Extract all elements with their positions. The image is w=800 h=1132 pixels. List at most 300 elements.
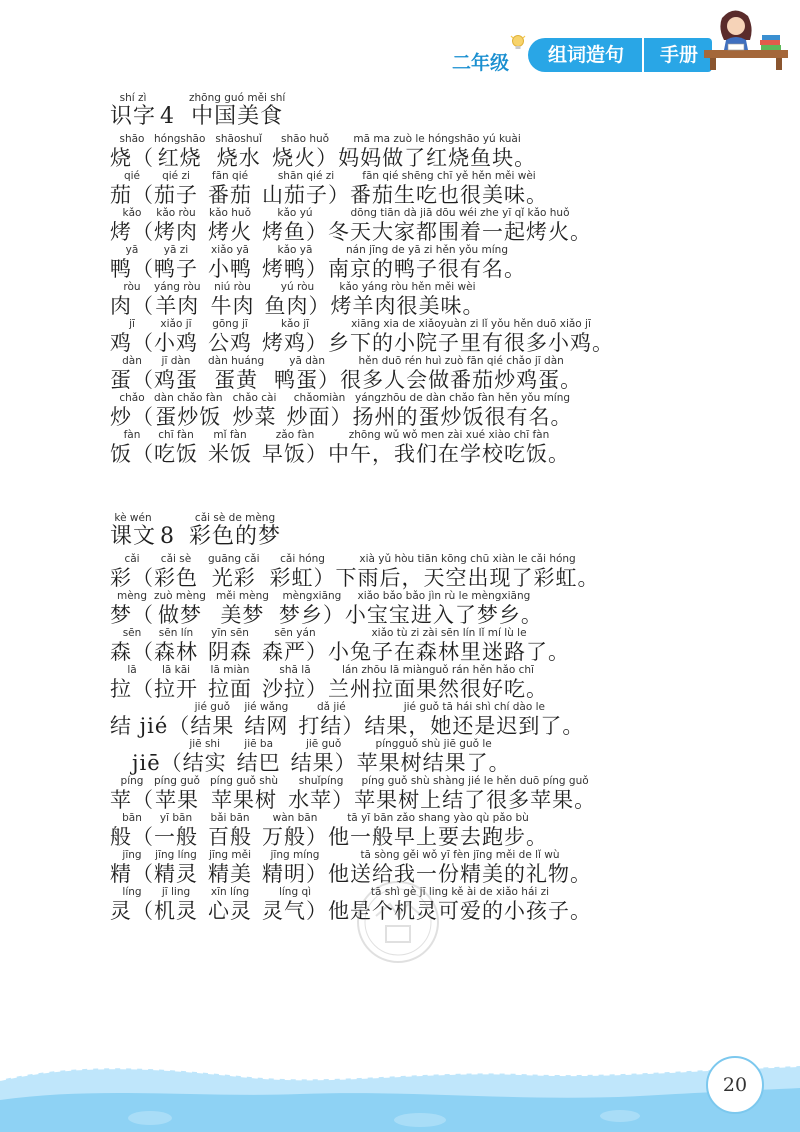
pinyin: tā shì gè jī ling kě ài de xiǎo hái zi — [370, 886, 550, 898]
head-char — [110, 355, 154, 392]
compound-word — [154, 281, 200, 318]
hanzi: 早饭） — [262, 442, 328, 466]
hanzi: 结网 — [244, 714, 289, 738]
hanzi: 烧火） — [272, 146, 339, 170]
hanzi: 南京的鸭子很有名。 — [328, 257, 526, 281]
book-type: 手册 — [660, 44, 699, 66]
pinyin: xiǎo jī — [160, 318, 192, 330]
word-row — [110, 392, 770, 429]
hanzi: 蛋（ — [110, 368, 154, 392]
compound-word — [208, 318, 252, 355]
footer-waves — [0, 1040, 800, 1132]
head-char — [110, 849, 154, 886]
example-sentence — [328, 318, 614, 355]
pinyin: ròu — [123, 281, 141, 293]
head-char — [110, 664, 154, 701]
example-sentence — [340, 355, 582, 392]
hanzi: 拉（ — [110, 677, 154, 701]
hanzi: 中午，我们在学校吃饭。 — [328, 442, 570, 466]
example-sentence — [357, 738, 511, 775]
hanzi: 苹果树结果了。 — [356, 751, 511, 775]
hanzi: 鸡蛋 — [154, 368, 198, 392]
hanzi: 结实 — [182, 751, 227, 775]
example-sentence — [328, 627, 570, 664]
pinyin: yā dàn — [289, 355, 326, 367]
compound-word — [262, 318, 328, 355]
compound-word — [262, 429, 328, 466]
compound-word — [262, 849, 328, 886]
hanzi: 鸭蛋） — [274, 368, 341, 392]
compound-word — [233, 392, 277, 429]
pinyin: kǎo jī — [280, 318, 310, 330]
pinyin: cǎi sè de mèng — [194, 512, 276, 524]
pinyin: yā zi — [163, 244, 189, 256]
hanzi: 红烧 — [157, 146, 202, 170]
pinyin: yú ròu — [280, 281, 315, 293]
head-char — [110, 812, 154, 849]
lesson-number: 4 — [160, 104, 176, 129]
pinyin: jīng líng — [155, 849, 197, 861]
lesson-number: 8 — [160, 524, 176, 549]
pinyin: hóngshāo — [154, 133, 206, 145]
pinyin: píng guǒ — [154, 775, 200, 787]
example-sentence — [345, 590, 543, 627]
pinyin: fān qié — [211, 170, 249, 182]
compound-word — [272, 133, 338, 170]
pinyin: yīn sēn — [211, 627, 249, 639]
pinyin: xià yǔ hòu tiān kōng chū xiàn le cǎi hóng — [359, 553, 576, 565]
page-header — [0, 0, 800, 80]
compound-word — [154, 664, 198, 701]
compound-word — [298, 701, 364, 738]
hanzi: 精（ — [110, 862, 154, 886]
compound-word — [288, 775, 354, 812]
pinyin: fàn — [123, 429, 141, 441]
compound-word — [154, 207, 198, 244]
hanzi: 烤肉 — [154, 220, 198, 244]
grade-label: 二年级 — [452, 52, 510, 74]
compound-word — [244, 701, 288, 738]
compound-word — [154, 133, 205, 170]
hanzi: 精明） — [262, 862, 328, 886]
pinyin: chǎo — [119, 392, 145, 404]
pinyin: cǎi sè — [160, 553, 192, 565]
hanzi: 番茄生吃也很美味。 — [350, 183, 548, 207]
compound-word — [208, 553, 260, 590]
title-segment — [189, 512, 281, 549]
hanzi: 心灵 — [208, 899, 252, 923]
compound-word — [154, 244, 198, 281]
example-sentence — [336, 553, 600, 590]
hanzi: 灵气） — [262, 899, 328, 923]
hanzi: 吃饭 — [154, 442, 198, 466]
hanzi: 识字 — [110, 104, 157, 129]
hanzi: 彩色 — [154, 566, 198, 590]
pinyin: xīn líng — [210, 886, 250, 898]
hanzi: 阴森 — [208, 640, 252, 664]
pinyin: niú ròu — [214, 281, 251, 293]
pinyin: měi mèng — [215, 590, 269, 602]
compound-word — [262, 627, 328, 664]
pinyin: fān qié shēng chī yě hěn měi wèi — [362, 170, 536, 182]
pinyin: chī fàn — [158, 429, 194, 441]
compound-word — [154, 355, 198, 392]
compound-word — [208, 664, 252, 701]
compound-word — [154, 812, 198, 849]
word-row — [110, 701, 770, 738]
example-sentence — [328, 664, 548, 701]
girl-reading-icon — [700, 6, 792, 72]
pinyin: jīng — [122, 849, 142, 861]
lesson-section — [110, 92, 770, 466]
hanzi: 万般） — [262, 825, 328, 849]
header-banner — [528, 38, 712, 72]
pinyin: jiē ba — [244, 738, 274, 750]
word-row — [110, 318, 770, 355]
pinyin: mǐ fàn — [213, 429, 247, 441]
compound-word — [208, 355, 264, 392]
pinyin: guāng cǎi — [208, 553, 260, 565]
hanzi: 小鸭 — [208, 257, 252, 281]
compound-word — [154, 170, 198, 207]
pinyin: zǎo fàn — [275, 429, 315, 441]
pinyin: yā — [125, 244, 139, 256]
hanzi: 烧水 — [216, 146, 261, 170]
compound-word — [210, 281, 254, 318]
compound-word — [210, 775, 278, 812]
word-row — [110, 664, 770, 701]
head-char — [110, 429, 154, 466]
hanzi: 山茄子） — [262, 183, 350, 207]
pinyin: wàn bān — [272, 812, 318, 824]
head-char — [110, 627, 154, 664]
pinyin: píngguǒ shù jiē guǒ le — [375, 738, 492, 750]
title-segment — [160, 92, 175, 129]
hanzi: 梦（ — [110, 603, 154, 627]
hanzi: 森严） — [262, 640, 328, 664]
compound-word — [208, 886, 252, 923]
pinyin: mèng — [116, 590, 147, 602]
example-sentence — [328, 849, 592, 886]
pinyin: dàn huáng — [208, 355, 265, 367]
pinyin: líng qì — [278, 886, 312, 898]
hanzi: 鸭（ — [110, 257, 154, 281]
hanzi: 森（ — [110, 640, 154, 664]
hanzi: 炒面） — [286, 405, 353, 429]
pinyin: qié zi — [162, 170, 190, 182]
pinyin: xiǎo bǎo bǎo jìn rù le mèngxiāng — [357, 590, 531, 602]
compound-word — [262, 244, 328, 281]
pinyin: jié guǒ — [194, 701, 231, 713]
compound-word — [154, 318, 198, 355]
hanzi: 拉开 — [154, 677, 198, 701]
pinyin: yángzhōu de dàn chǎo fàn hěn yǒu míng — [354, 392, 571, 404]
pinyin: shā lā — [279, 664, 311, 676]
hanzi: 很多人会做番茄炒鸡蛋。 — [340, 368, 583, 392]
compound-word — [262, 207, 328, 244]
hanzi: 水苹） — [288, 788, 355, 812]
lesson-title — [110, 92, 770, 129]
pinyin: dàn chǎo fàn — [154, 392, 223, 404]
word-row — [110, 738, 770, 775]
head-char — [110, 133, 154, 170]
title-segment — [160, 512, 175, 549]
pinyin: líng — [122, 886, 142, 898]
hanzi: 彩色的梦 — [189, 524, 282, 549]
hanzi: 蛋黄 — [214, 368, 259, 392]
hanzi: 精美 — [208, 862, 252, 886]
pinyin: tā sòng gěi wǒ yī fèn jīng měi de lǐ wù — [360, 849, 560, 861]
example-sentence — [364, 701, 584, 738]
hanzi: 苹果树 — [211, 788, 278, 812]
pinyin — [132, 738, 183, 751]
compound-word — [262, 170, 350, 207]
hanzi: 冬天大家都围着一起烤火。 — [328, 220, 592, 244]
compound-word — [154, 553, 198, 590]
compound-word — [208, 244, 252, 281]
page-number: 20 — [706, 1056, 764, 1114]
hanzi: 精灵 — [154, 862, 198, 886]
pinyin: lā — [127, 664, 137, 676]
compound-word — [274, 355, 340, 392]
head-char — [110, 281, 154, 318]
hanzi: 烤羊肉很美味。 — [330, 294, 485, 318]
hanzi: 拉面 — [208, 677, 252, 701]
compound-word — [262, 886, 328, 923]
hanzi: 机灵 — [154, 899, 198, 923]
word-row — [110, 775, 770, 812]
compound-word — [208, 849, 252, 886]
compound-word — [264, 281, 330, 318]
compound-word — [262, 812, 328, 849]
pinyin: jiē guǒ — [305, 738, 342, 750]
word-row — [110, 207, 770, 244]
pinyin: tā yī bān zǎo shang yào qù pǎo bù — [347, 812, 529, 824]
example-sentence — [338, 133, 536, 170]
hanzi: 烤鸭） — [262, 257, 328, 281]
hanzi: 一般 — [154, 825, 198, 849]
pinyin: shāo huǒ — [281, 133, 330, 145]
pinyin: zhōng wǔ wǒ men zài xué xiào chī fàn — [348, 429, 550, 441]
hanzi: 牛肉 — [210, 294, 255, 318]
pinyin: zhōng guó měi shí — [189, 92, 286, 104]
head-char — [110, 553, 154, 590]
hanzi: 小宝宝进入了梦乡。 — [344, 603, 543, 627]
compound-word — [208, 429, 252, 466]
pinyin: nán jīng de yā zi hěn yǒu míng — [346, 244, 508, 256]
hanzi: 彩虹） — [269, 566, 336, 590]
hanzi: 梦乡） — [278, 603, 345, 627]
example-sentence — [328, 429, 570, 466]
compound-word — [154, 849, 198, 886]
hanzi: 饭（ — [110, 442, 154, 466]
hanzi: 烤火 — [208, 220, 252, 244]
hanzi: 森林 — [154, 640, 198, 664]
head-char — [110, 392, 154, 429]
pinyin: dǎ jié — [316, 701, 346, 713]
hanzi: 茄子 — [154, 183, 198, 207]
pinyin: kǎo yā — [277, 244, 313, 256]
example-sentence — [328, 812, 548, 849]
hanzi: 扬州的蛋炒饭很有名。 — [352, 405, 573, 429]
example-sentence — [353, 392, 573, 429]
hanzi: 般（ — [110, 825, 154, 849]
word-row — [110, 849, 770, 886]
pinyin: kǎo huǒ — [208, 207, 251, 219]
hanzi: 苹（ — [110, 788, 154, 812]
head-char — [110, 590, 154, 627]
pinyin: píng — [120, 775, 144, 787]
title-segment — [189, 92, 285, 129]
pinyin: zuò mèng — [154, 590, 206, 602]
hanzi: 下雨后，天空出现了彩虹。 — [335, 566, 600, 590]
pinyin: xiǎo yā — [211, 244, 249, 256]
hanzi: 中国美食 — [191, 104, 284, 129]
hanzi: 结果，她还是迟到了。 — [364, 714, 585, 738]
hanzi: 苹果 — [154, 788, 199, 812]
hanzi: 光彩 — [211, 566, 256, 590]
compound-word — [154, 392, 223, 429]
pinyin: gōng jī — [212, 318, 248, 330]
word-row — [110, 429, 770, 466]
compound-word — [183, 738, 227, 775]
word-row — [110, 355, 770, 392]
hanzi: 他一般早上要去跑步。 — [328, 825, 548, 849]
head-char — [110, 886, 154, 923]
example-sentence — [354, 775, 596, 812]
pinyin: píng guǒ shù — [209, 775, 279, 787]
hanzi: 烤（ — [110, 220, 154, 244]
pinyin: bǎi bān — [210, 812, 250, 824]
word-row — [110, 133, 770, 170]
example-sentence — [328, 207, 592, 244]
book-topic: 组词造句 — [528, 38, 644, 72]
word-row — [110, 812, 770, 849]
compound-word — [190, 701, 234, 738]
pinyin: xiāng xia de xiǎoyuàn zi lǐ yǒu hěn duō xiǎo jī — [351, 318, 591, 330]
compound-word — [208, 812, 252, 849]
word-row — [110, 244, 770, 281]
compound-word — [154, 627, 198, 664]
compound-word — [154, 886, 198, 923]
compound-word — [216, 590, 269, 627]
head-char — [110, 775, 154, 812]
hanzi: 烤鱼） — [262, 220, 328, 244]
pinyin: jié wǎng — [244, 701, 289, 713]
example-sentence — [328, 244, 526, 281]
pinyin: chǎo cài — [232, 392, 277, 404]
compound-word — [208, 170, 252, 207]
pinyin: lán zhōu lā miànguǒ rán hěn hǎo chī — [342, 664, 534, 676]
hanzi: 灵（ — [110, 899, 154, 923]
head-char — [110, 244, 154, 281]
hanzi: 结巴 — [236, 751, 281, 775]
pinyin: qié — [123, 170, 141, 182]
pinyin: jī dàn — [161, 355, 191, 367]
compound-word — [154, 590, 206, 627]
hanzi: 烤鸡） — [262, 331, 328, 355]
pinyin: chǎomiàn — [293, 392, 346, 404]
title-segment — [110, 512, 156, 549]
hanzi: 烧（ — [110, 146, 154, 170]
pinyin: yī bān — [159, 812, 193, 824]
lesson-title — [110, 512, 770, 549]
pinyin: jī — [129, 318, 135, 330]
compound-word — [279, 590, 345, 627]
pinyin: hěn duō rén huì zuò fān qié chǎo jī dàn — [358, 355, 564, 367]
compound-word — [208, 627, 252, 664]
pinyin: shān qié zi — [277, 170, 335, 182]
pinyin: kǎo yáng ròu hěn měi wèi — [339, 281, 476, 293]
hanzi: 妈妈做了红烧鱼块。 — [338, 146, 537, 170]
pinyin: kè wén — [114, 512, 152, 524]
pinyin: píng guǒ shù shàng jié le hěn duō píng guǒ — [361, 775, 589, 787]
hanzi: 结果 — [190, 714, 235, 738]
hanzi: 肉（ — [110, 294, 154, 318]
pinyin: dōng tiān dà jiā dōu wéi zhe yī qǐ kǎo huǒ — [350, 207, 570, 219]
hanzi: 兰州拉面果然很好吃。 — [328, 677, 548, 701]
pinyin: kǎo yú — [277, 207, 313, 219]
word-row — [110, 553, 770, 590]
hanzi: 打结） — [298, 714, 365, 738]
compound-word — [237, 738, 281, 775]
pinyin: jiē shi — [189, 738, 220, 750]
hanzi: 结 jié（ — [110, 714, 191, 738]
hanzi: 茄（ — [110, 183, 154, 207]
word-row — [110, 281, 770, 318]
content-area — [110, 92, 770, 923]
pinyin: lā kāi — [161, 664, 191, 676]
compound-word — [291, 738, 357, 775]
pinyin: jié guǒ tā hái shì chí dào le — [403, 701, 545, 713]
hanzi: 番茄 — [208, 183, 252, 207]
head-char — [110, 170, 154, 207]
hanzi: 苹果树上结了很多苹果。 — [354, 788, 597, 812]
hanzi: 课文 — [110, 524, 157, 549]
pinyin: sēn yán — [274, 627, 316, 639]
hanzi: 小鸡 — [154, 331, 198, 355]
pinyin: kǎo ròu — [156, 207, 196, 219]
pinyin: sēn — [122, 627, 142, 639]
hanzi: 乡下的小院子里有很多小鸡。 — [328, 331, 614, 355]
lesson-section — [110, 512, 770, 923]
pinyin: shāoshuǐ — [215, 133, 263, 145]
hanzi: 鸡（ — [110, 331, 154, 355]
head-char — [110, 738, 183, 775]
compound-word — [262, 664, 328, 701]
compound-word — [215, 133, 262, 170]
pinyin: bān — [122, 812, 142, 824]
hanzi: 他送给我一份精美的礼物。 — [328, 862, 592, 886]
word-row — [110, 590, 770, 627]
pinyin: xiǎo tù zi zài sēn lín lǐ mí lù le — [371, 627, 527, 639]
pinyin: lā miàn — [210, 664, 250, 676]
hanzi: 炒菜 — [232, 405, 277, 429]
hanzi: 公鸡 — [208, 331, 252, 355]
pinyin — [110, 701, 190, 714]
hanzi: 小兔子在森林里迷路了。 — [328, 640, 570, 664]
hanzi: 米饭 — [208, 442, 252, 466]
hanzi: 美梦 — [220, 603, 265, 627]
hanzi: 做梦 — [157, 603, 202, 627]
pinyin: yáng ròu — [154, 281, 201, 293]
hanzi: 鱼肉） — [264, 294, 331, 318]
pinyin: cǎi hóng — [280, 553, 325, 565]
word-row — [110, 170, 770, 207]
hanzi: 羊肉 — [155, 294, 200, 318]
lightbulb-icon — [510, 34, 526, 52]
compound-word — [270, 553, 336, 590]
